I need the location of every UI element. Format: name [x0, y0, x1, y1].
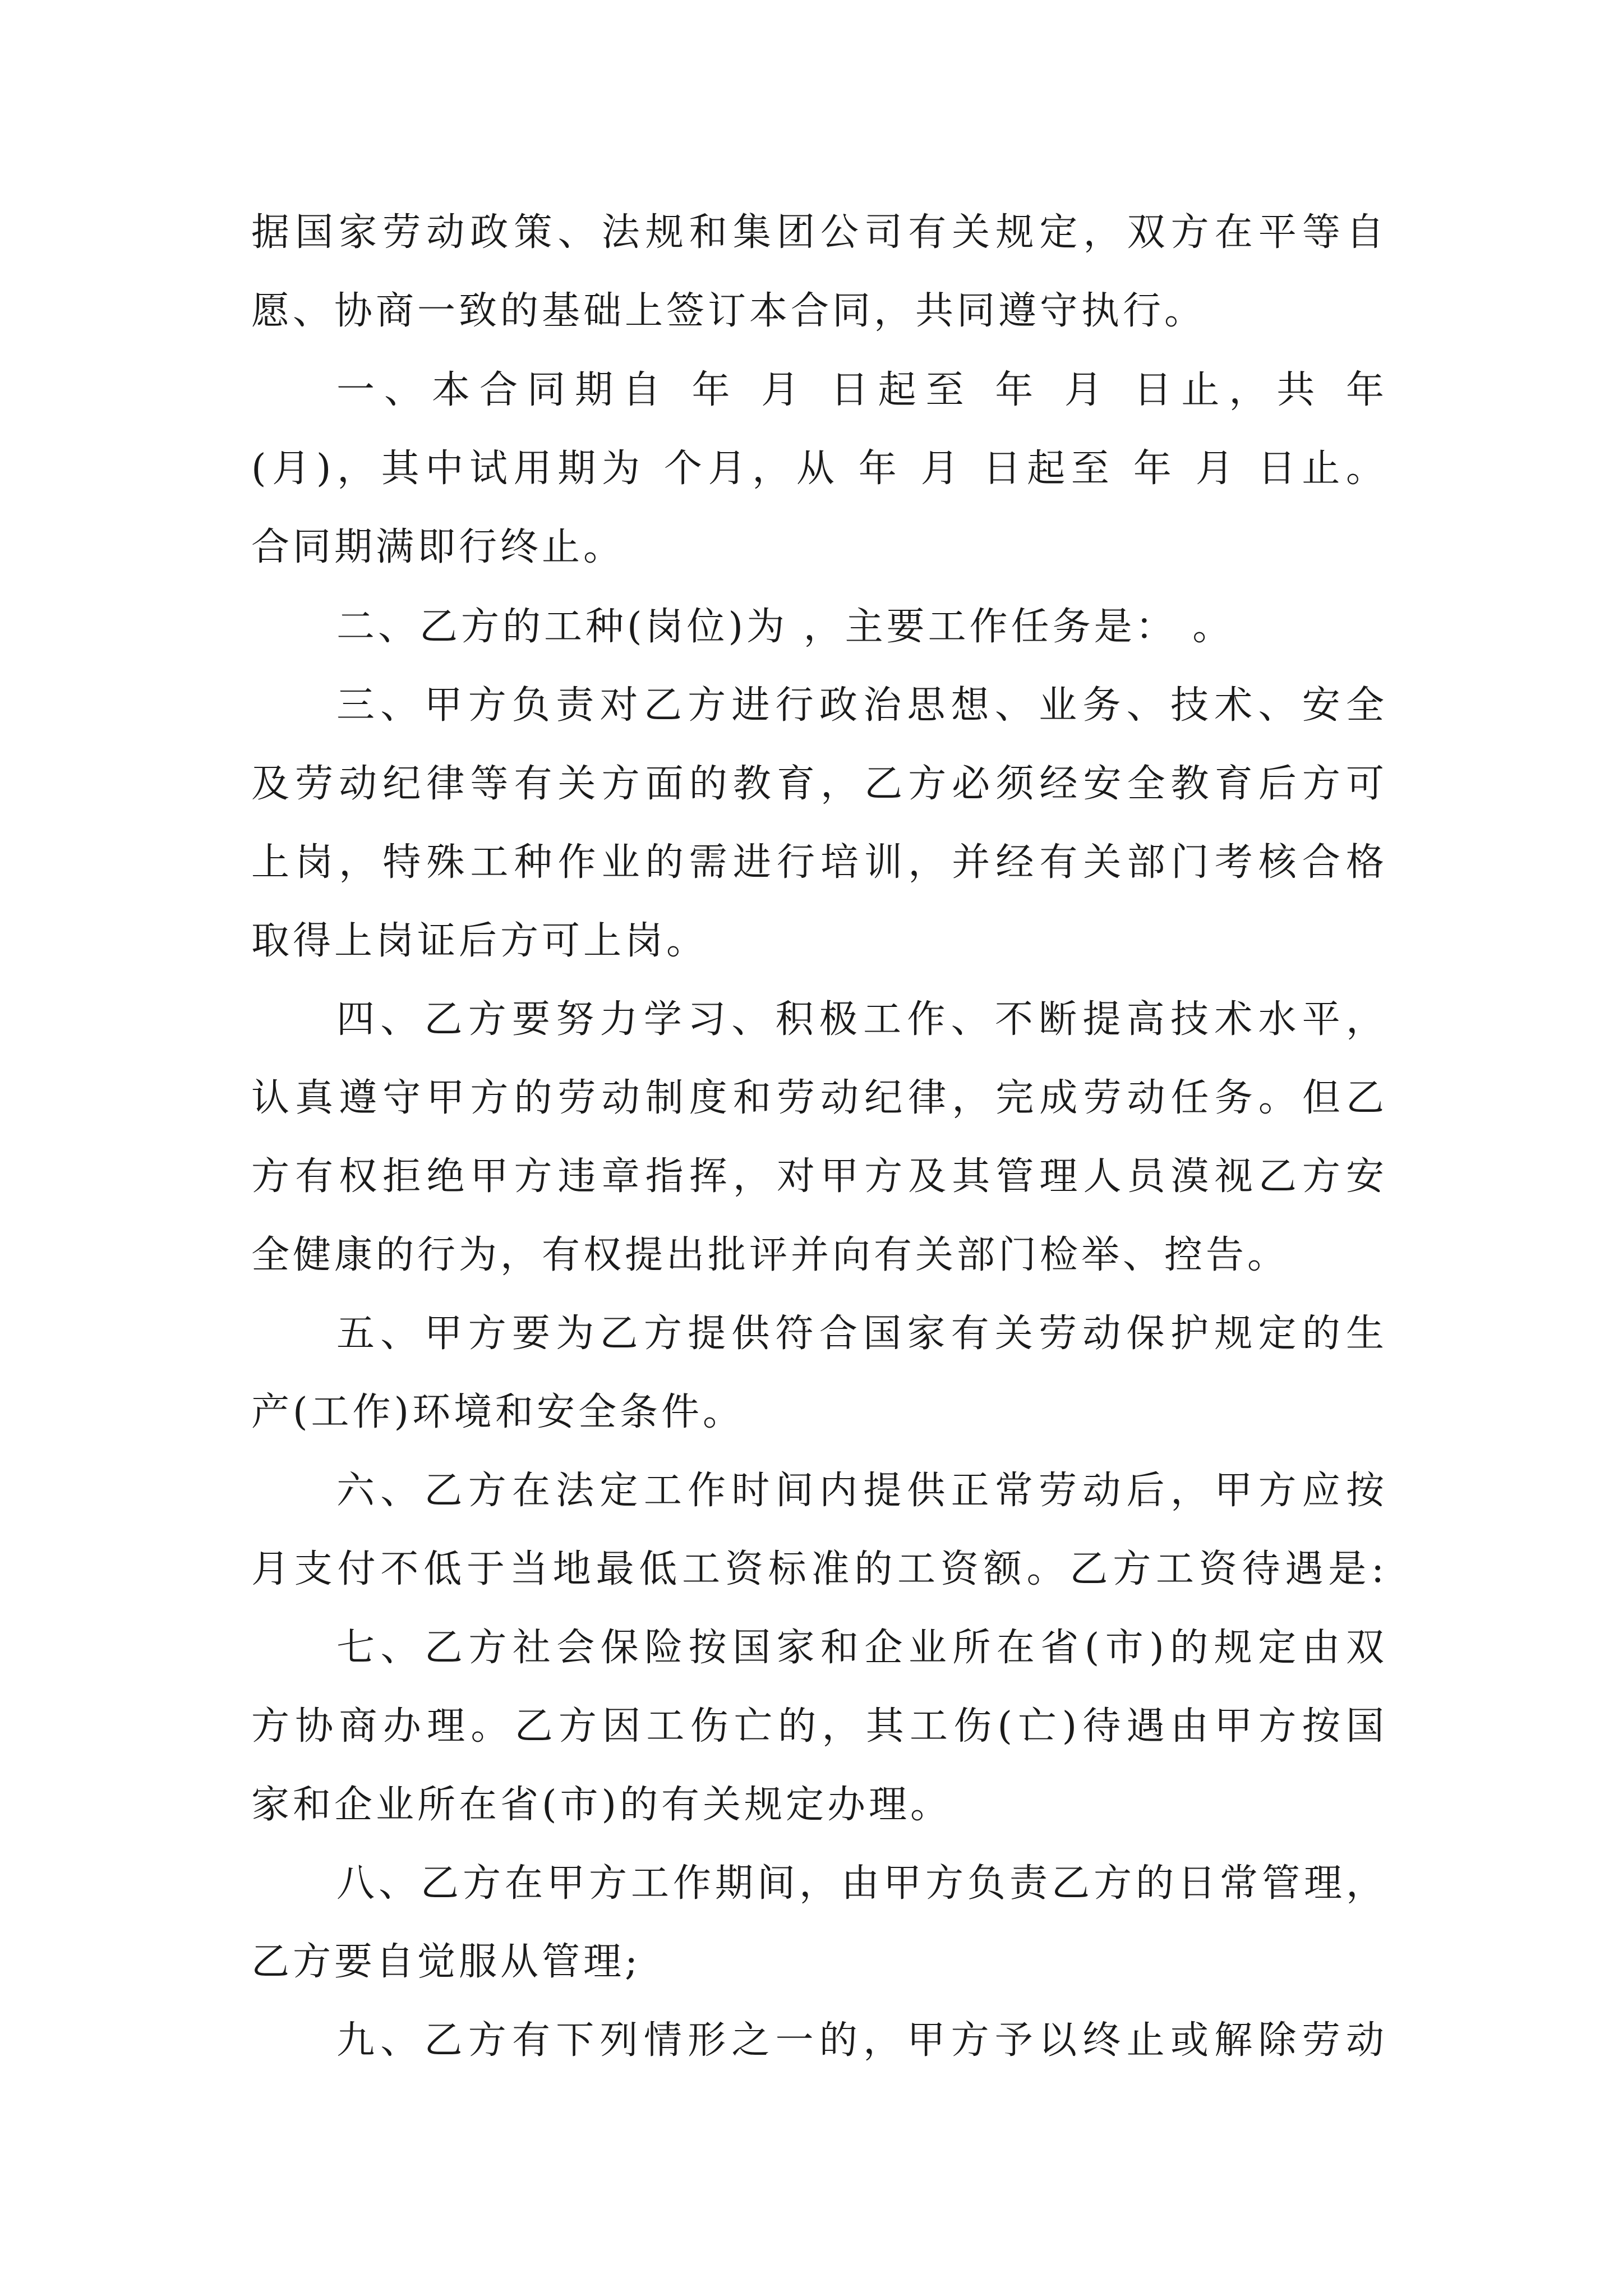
- text-line: (月)，其中试用期为 个月，从 年 月 日起至 年 月 日止。: [251, 447, 1384, 491]
- text-line: 九、乙方有下列情形之一的，甲方予以终止或解除劳动: [336, 2018, 1384, 2063]
- text-line: 认真遵守甲方的劳动制度和劳动纪律，完成劳动任务。但乙: [251, 1076, 1384, 1120]
- text-line: 家和企业所在省(市)的有关规定办理。: [251, 1783, 952, 1827]
- text-line: 愿、协商一致的基础上签订本合同，共同遵守执行。: [251, 289, 1206, 333]
- text-line: 二、乙方的工种(岗位)为 ，主要工作任务是： 。: [336, 605, 1234, 649]
- text-line: 一、本合同期自 年 月 日起至 年 月 日止，共 年: [336, 368, 1384, 412]
- text-line: 方有权拒绝甲方违章指挥，对甲方及其管理人员漠视乙方安: [251, 1154, 1384, 1199]
- text-line: 产(工作)环境和安全条件。: [251, 1390, 745, 1434]
- text-line: 四、乙方要努力学习、积极工作、不断提高技术水平，: [336, 997, 1384, 1042]
- text-line: 合同期满即行终止。: [251, 525, 625, 569]
- text-line: 八、乙方在甲方工作期间，由甲方负责乙方的日常管理，: [336, 1861, 1384, 1906]
- text-line: 上岗，特殊工种作业的需进行培训，并经有关部门考核合格: [251, 840, 1384, 885]
- text-line: 七、乙方社会保险按国家和企业所在省(市)的规定由双: [336, 1626, 1384, 1670]
- text-line: 五、甲方要为乙方提供符合国家有关劳动保护规定的生: [336, 1312, 1384, 1356]
- text-line: 月支付不低于当地最低工资标准的工资额。乙方工资待遇是:: [251, 1547, 1384, 1591]
- text-line: 三、甲方负责对乙方进行政治思想、业务、技术、安全: [336, 683, 1384, 728]
- text-line: 取得上岗证后方可上岗。: [251, 919, 708, 963]
- text-line: 乙方要自觉服从管理;: [251, 1940, 641, 1984]
- text-line: 全健康的行为，有权提出批评并向有关部门检举、控告。: [251, 1233, 1289, 1277]
- text-line: 方协商办理。乙方因工伤亡的，其工伤(亡)待遇由甲方按国: [251, 1704, 1384, 1749]
- text-line: 六、乙方在法定工作时间内提供正常劳动后，甲方应按: [336, 1469, 1384, 1513]
- text-line: 及劳动纪律等有关方面的教育，乙方必须经安全教育后方可: [251, 762, 1384, 806]
- text-line: 据国家劳动政策、法规和集团公司有关规定，双方在平等自: [251, 210, 1384, 255]
